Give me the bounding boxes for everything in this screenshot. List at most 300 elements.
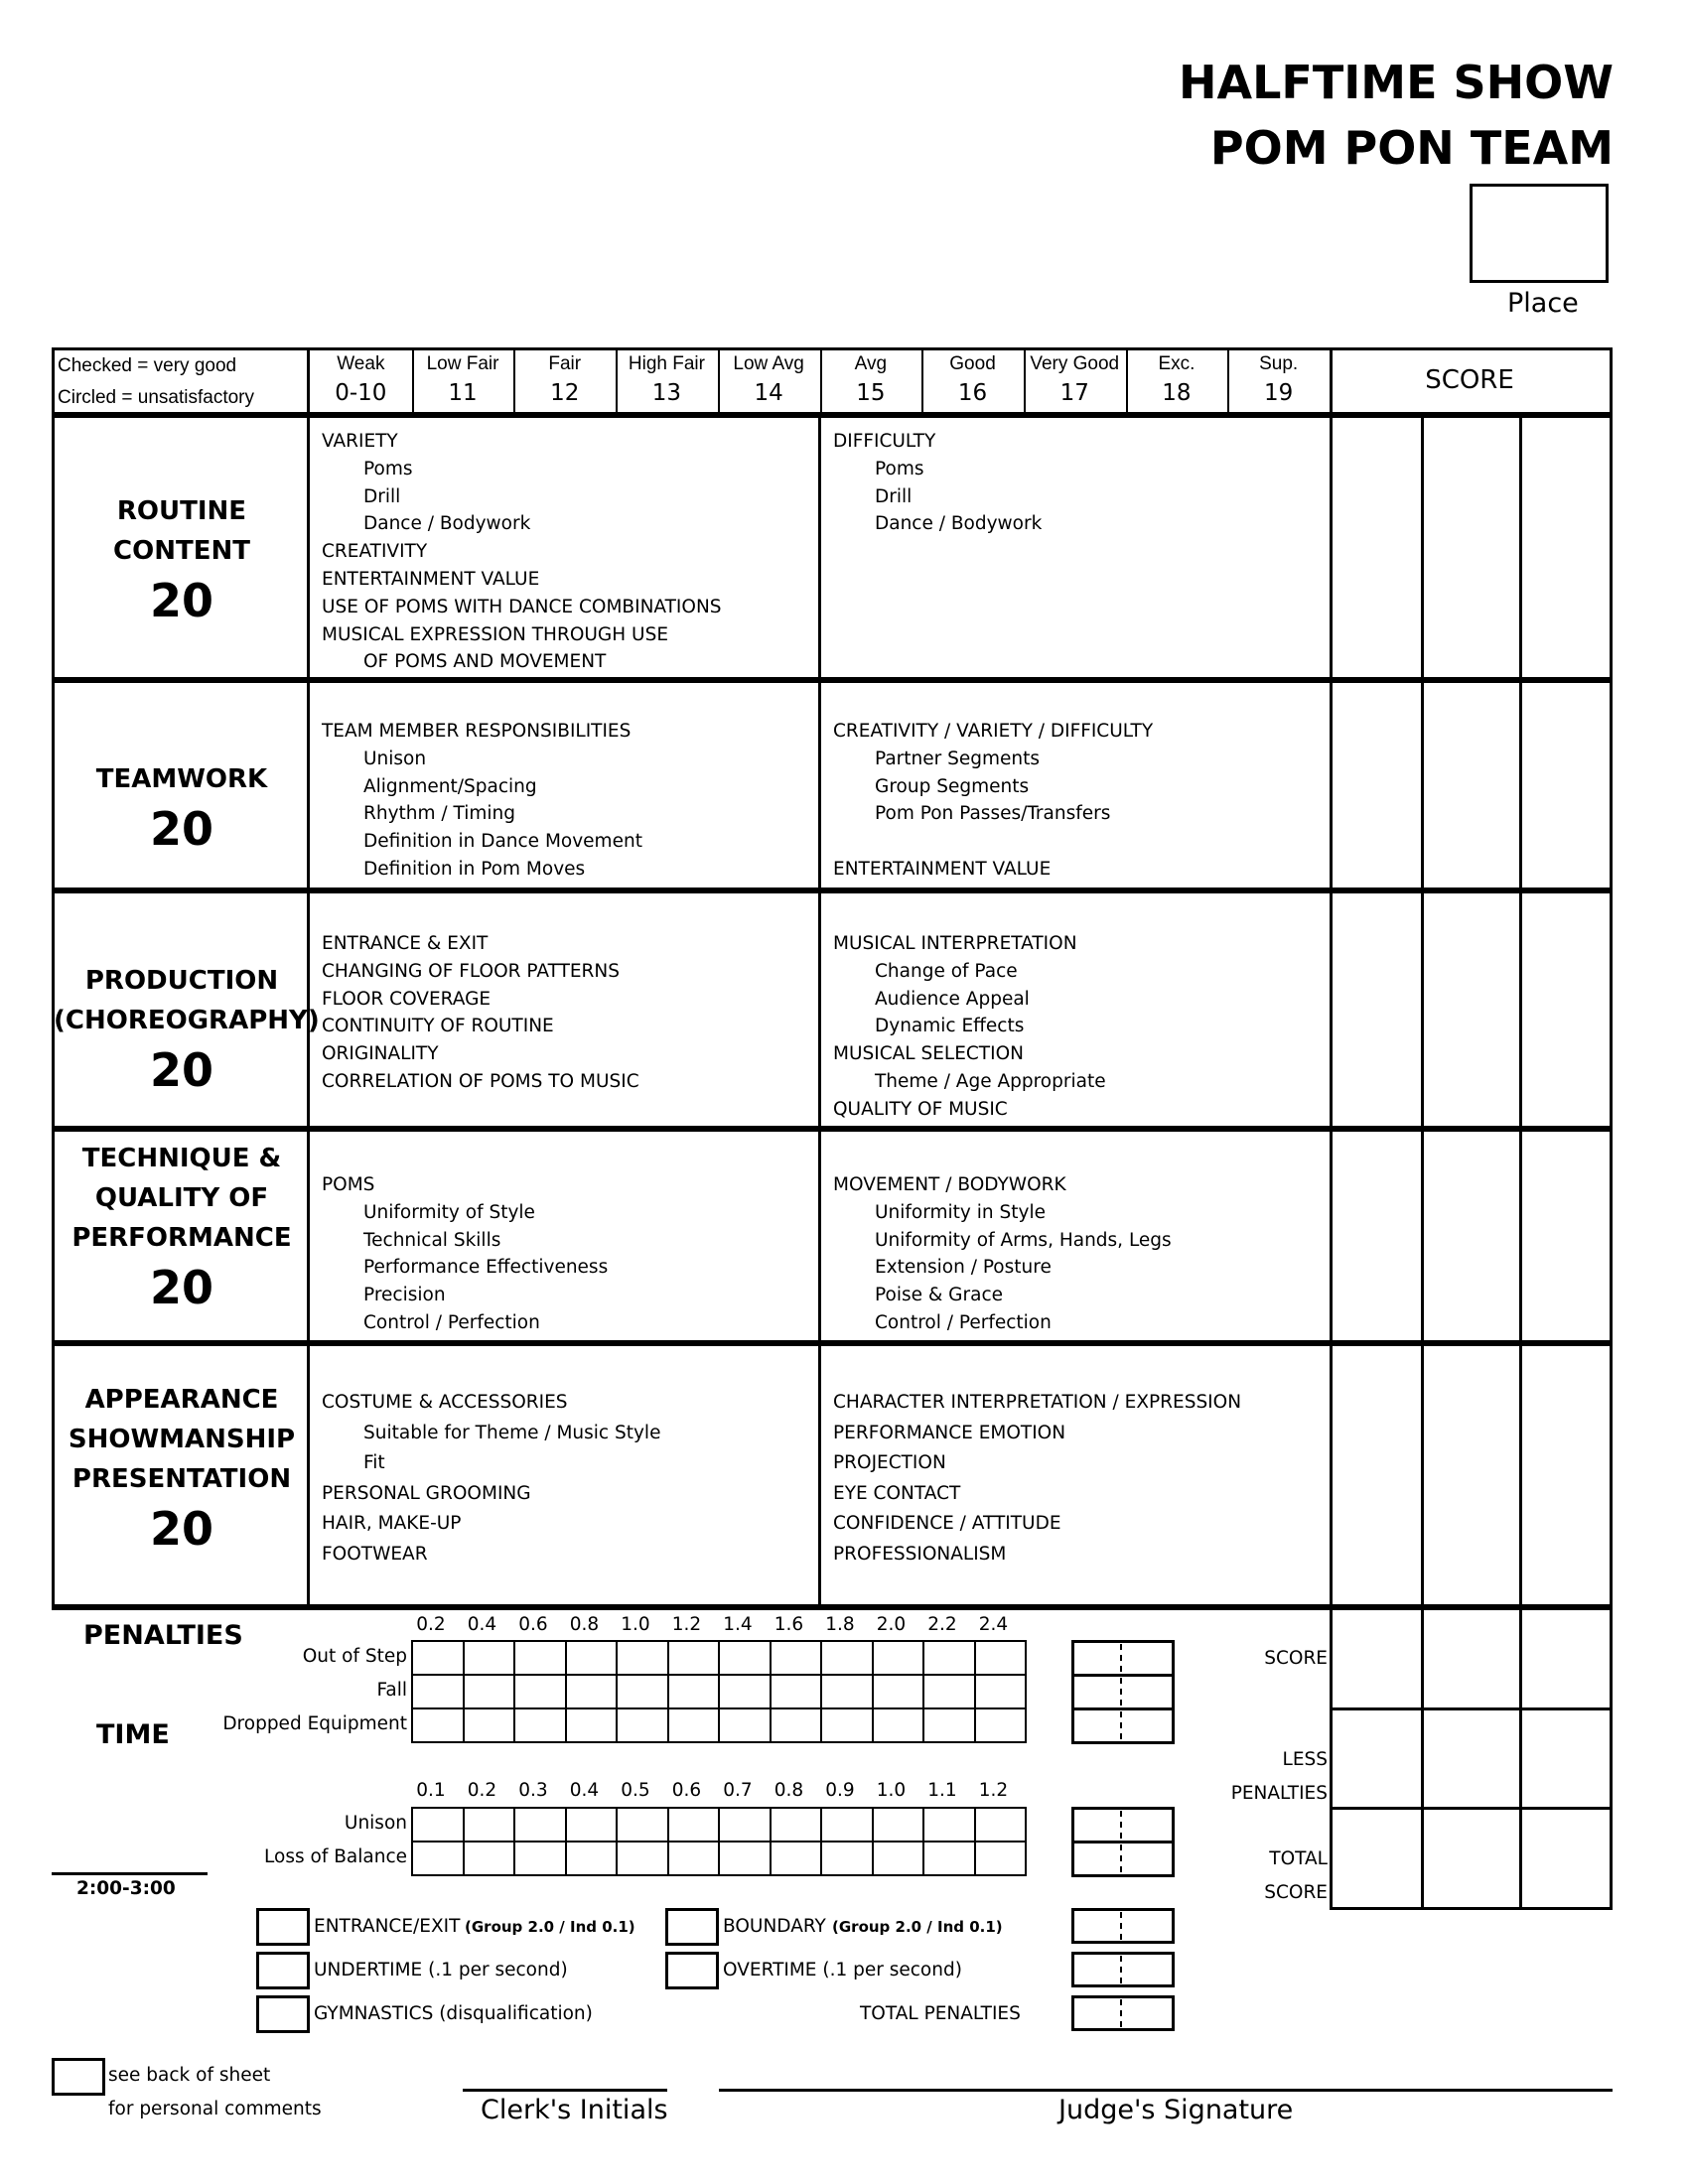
criteria-left-3-2 — [322, 1227, 500, 1255]
category-name-line: TECHNIQUE & — [81, 1144, 282, 1173]
criteria-text: CONTINUITY OF ROUTINE — [322, 1016, 554, 1037]
overtime-checkbox[interactable] — [665, 1952, 719, 1989]
pen-b-total-dash-0 — [1120, 1811, 1122, 1839]
pen-a-cell-1-10[interactable] — [922, 1674, 976, 1709]
scale-divider — [921, 349, 923, 413]
scale-cell-0 — [310, 351, 412, 415]
category-1 — [54, 759, 310, 859]
scale-value: 18 — [1162, 380, 1192, 406]
pen-a-row-label-2: Dropped Equipment — [222, 1713, 407, 1734]
criteria-right-2-5 — [833, 1068, 1106, 1096]
clerk-initials-label: Clerk's Initials — [481, 2095, 668, 2125]
scale-value: 0-10 — [335, 380, 387, 406]
undertime-checkbox[interactable] — [256, 1952, 310, 1989]
pen-a-cell-0-0[interactable] — [411, 1640, 465, 1676]
pen-a-total-box-2[interactable] — [1071, 1707, 1175, 1744]
scale-cell-3 — [616, 351, 718, 415]
criteria-right-1-5 — [833, 856, 1051, 884]
category-name-line: (CHOREOGRAPHY) — [54, 1006, 320, 1035]
criteria-right-4-1 — [833, 1419, 1065, 1449]
category-2 — [54, 961, 320, 1100]
category-name-line: PRODUCTION — [84, 966, 279, 996]
pen-a-cell-2-1[interactable] — [463, 1707, 516, 1743]
pen-a-tick-8: 1.8 — [825, 1614, 855, 1635]
criteria-left-0-1 — [322, 456, 412, 483]
criteria-text: OF POMS AND MOVEMENT — [363, 651, 607, 673]
scale-value: 17 — [1059, 380, 1089, 406]
scale-label: Avg — [854, 353, 888, 374]
criteria-text: Group Segments — [875, 775, 1030, 797]
pen-a-cell-1-4[interactable] — [616, 1674, 669, 1709]
pen-a-cell-0-6[interactable] — [718, 1640, 772, 1676]
criteria-right-4-2 — [833, 1448, 946, 1479]
pen-a-cell-2-8[interactable] — [820, 1707, 874, 1743]
pen-b-cell-1-4[interactable] — [616, 1841, 669, 1876]
criteria-left-2-1 — [322, 958, 620, 986]
pen-a-cell-1-3[interactable] — [565, 1674, 619, 1709]
pen-b-tick-8: 0.9 — [825, 1780, 855, 1801]
pen-a-cell-2-0[interactable] — [411, 1707, 465, 1743]
criteria-left-4-2 — [322, 1448, 385, 1479]
deduction-dash-1 — [1120, 1956, 1122, 1983]
criteria-text: Audience Appeal — [875, 988, 1030, 1010]
category-3 — [54, 1139, 310, 1317]
scale-value: 15 — [856, 380, 886, 406]
pen-b-cell-1-11[interactable] — [974, 1841, 1028, 1876]
pen-b-cell-1-0[interactable] — [411, 1841, 465, 1876]
scale-value: 16 — [957, 380, 988, 406]
pen-a-cell-1-1[interactable] — [463, 1674, 516, 1709]
undertime-label: UNDERTIME (.1 per second) — [314, 1960, 568, 1980]
pen-a-cell-1-7[interactable] — [770, 1674, 823, 1709]
pen-a-cell-2-10[interactable] — [922, 1707, 976, 1743]
time-title: TIME — [96, 1719, 170, 1750]
criteria-text: Pom Pon Passes/Transfers — [875, 803, 1111, 825]
deduction-box-0[interactable] — [1071, 1908, 1175, 1944]
criteria-left-1-3 — [322, 800, 515, 828]
scale-divider — [616, 349, 618, 413]
criteria-left-1-4 — [322, 828, 642, 856]
scale-divider — [1126, 349, 1128, 413]
criteria-text: Suitable for Theme / Music Style — [363, 1422, 661, 1443]
section-divider-1 — [52, 677, 1613, 683]
criteria-text: Performance Effectiveness — [363, 1257, 609, 1279]
criteria-text: ENTERTAINMENT VALUE — [833, 859, 1052, 880]
criteria-right-0-2 — [833, 483, 912, 511]
scale-cell-8 — [1126, 351, 1228, 415]
criteria-left-4-5 — [322, 1540, 428, 1570]
place-label: Place — [1507, 288, 1579, 319]
criteria-left-3-4 — [322, 1282, 446, 1309]
gymnastics-label: GYMNASTICS (disqualification) — [314, 2003, 593, 2024]
scale-divider — [412, 349, 414, 413]
deduction-box-1[interactable] — [1071, 1952, 1175, 1987]
criteria-right-2-3 — [833, 1013, 1024, 1040]
criteria-text: COSTUME & ACCESSORIES — [322, 1392, 568, 1413]
criteria-left-2-4 — [322, 1040, 439, 1068]
pen-a-tick-0: 0.2 — [416, 1614, 446, 1635]
scale-cell-9 — [1227, 351, 1330, 415]
category-name-line: SHOWMANSHIP — [68, 1425, 296, 1454]
penalties-label: PENALTIES — [1230, 1783, 1328, 1804]
scale-divider — [1227, 349, 1229, 413]
judge-signature-label: Judge's Signature — [1058, 2095, 1294, 2125]
criteria-text: Definition in Dance Movement — [363, 831, 642, 853]
pen-a-tick-4: 1.0 — [621, 1614, 650, 1635]
overtime-label: OVERTIME (.1 per second) — [723, 1960, 962, 1980]
scale-value: 14 — [754, 380, 783, 406]
pen-a-tick-10: 2.2 — [927, 1614, 957, 1635]
deduction-dash-2 — [1120, 1999, 1122, 2027]
pen-a-total-box-1[interactable] — [1071, 1674, 1175, 1710]
scale-divider — [820, 349, 822, 413]
pen-a-total-dash-2 — [1120, 1711, 1122, 1739]
criteria-text: Dance / Bodywork — [875, 513, 1043, 535]
criteria-text: PERFORMANCE EMOTION — [833, 1422, 1066, 1443]
middle-divider — [818, 415, 821, 1610]
criteria-right-1-1 — [833, 746, 1040, 773]
criteria-text: Technical Skills — [363, 1229, 501, 1251]
criteria-right-2-4 — [833, 1040, 1024, 1068]
score-col-line-2 — [1519, 415, 1522, 1910]
criteria-left-3-1 — [322, 1199, 535, 1227]
pen-b-cell-0-9[interactable] — [872, 1807, 925, 1843]
scale-cell-7 — [1024, 351, 1126, 415]
criteria-text: Uniformity in Style — [875, 1201, 1046, 1223]
scale-label: Good — [949, 353, 996, 374]
pen-a-cell-1-9[interactable] — [872, 1674, 925, 1709]
criteria-text: CONFIDENCE / ATTITUDE — [833, 1513, 1061, 1535]
criteria-left-2-0 — [322, 930, 488, 958]
category-points: 20 — [149, 1261, 213, 1314]
criteria-left-1-0 — [322, 718, 631, 746]
criteria-text: Control / Perfection — [363, 1312, 540, 1333]
scale-cell-4 — [718, 351, 820, 415]
scale-label: Exc. — [1158, 353, 1196, 374]
criteria-text: FLOOR COVERAGE — [322, 988, 492, 1010]
time-range: 2:00-3:00 — [76, 1878, 176, 1899]
pen-a-cell-2-5[interactable] — [667, 1707, 721, 1743]
pen-b-cell-0-3[interactable] — [565, 1807, 619, 1843]
pen-a-tick-9: 2.0 — [876, 1614, 907, 1635]
penalties-top-line — [52, 1604, 1613, 1610]
score-block-left — [1330, 1608, 1333, 1910]
pen-b-total-dash-1 — [1120, 1844, 1122, 1872]
category-points: 20 — [149, 802, 213, 856]
pen-b-row-label-1: Loss of Balance — [264, 1846, 407, 1867]
pen-b-row-label-0: Unison — [344, 1813, 407, 1834]
criteria-left-4-0 — [322, 1388, 568, 1419]
criteria-text: Fit — [363, 1452, 385, 1474]
criteria-right-3-5 — [833, 1309, 1052, 1337]
pen-a-cell-0-7[interactable] — [770, 1640, 823, 1676]
criteria-right-2-0 — [833, 930, 1077, 958]
total-label: TOTAL — [1269, 1848, 1328, 1869]
scale-label: Fair — [548, 353, 582, 374]
pen-a-tick-2: 0.6 — [518, 1614, 548, 1635]
pen-b-cell-0-2[interactable] — [513, 1807, 567, 1843]
criteria-text: Alignment/Spacing — [363, 775, 537, 797]
criteria-text: MOVEMENT / BODYWORK — [833, 1174, 1066, 1195]
criteria-text: PROJECTION — [833, 1452, 946, 1474]
category-name-line: TEAMWORK — [95, 764, 268, 794]
criteria-right-0-3 — [833, 510, 1042, 538]
scale-label: High Fair — [628, 353, 705, 374]
category-points: 20 — [149, 574, 213, 627]
pen-b-cell-1-7[interactable] — [770, 1841, 823, 1876]
criteria-right-3-0 — [833, 1171, 1066, 1199]
scale-label: Weak — [337, 353, 385, 374]
criteria-left-4-3 — [322, 1479, 531, 1510]
criteria-left-2-5 — [322, 1068, 639, 1096]
boundary-checkbox[interactable] — [665, 1908, 719, 1946]
pen-a-cell-0-9[interactable] — [872, 1640, 925, 1676]
criteria-left-3-5 — [322, 1309, 540, 1337]
pen-a-tick-11: 2.4 — [978, 1614, 1009, 1635]
place-box[interactable] — [1470, 184, 1609, 283]
criteria-text: FOOTWEAR — [322, 1544, 428, 1565]
pen-b-cell-0-7[interactable] — [770, 1807, 823, 1843]
scale-cell-1 — [412, 351, 514, 415]
criteria-right-3-3 — [833, 1254, 1052, 1282]
criteria-right-2-2 — [833, 986, 1030, 1014]
pen-a-tick-5: 1.2 — [671, 1614, 702, 1635]
scale-cell-6 — [921, 351, 1024, 415]
score-header: SCORE — [1425, 365, 1514, 395]
pen-b-cell-0-5[interactable] — [667, 1807, 721, 1843]
pen-b-cell-1-1[interactable] — [463, 1841, 516, 1876]
criteria-left-0-0 — [322, 428, 398, 456]
entrance-exit-note: (Group 2.0 / Ind 0.1) — [465, 1918, 635, 1936]
criteria-left-0-6 — [322, 594, 722, 621]
criteria-left-1-1 — [322, 746, 426, 773]
clerk-initials-line[interactable] — [463, 2089, 667, 2092]
scale-value: 12 — [550, 380, 580, 406]
pen-b-tick-10: 1.1 — [927, 1780, 957, 1801]
pen-b-cell-1-3[interactable] — [565, 1841, 619, 1876]
legend-checked: Checked = very good — [58, 355, 237, 376]
criteria-right-3-4 — [833, 1282, 1003, 1309]
criteria-left-1-5 — [322, 856, 585, 884]
criteria-text: Poise & Grace — [875, 1285, 1003, 1306]
pen-b-cell-0-6[interactable] — [718, 1807, 772, 1843]
pen-a-cell-0-8[interactable] — [820, 1640, 874, 1676]
score-block-line-1 — [1330, 1707, 1613, 1710]
pen-a-cell-1-11[interactable] — [974, 1674, 1028, 1709]
pen-b-tick-6: 0.7 — [723, 1780, 753, 1801]
category-name-line: QUALITY OF — [94, 1183, 269, 1213]
criteria-text: Dynamic Effects — [875, 1016, 1025, 1037]
pen-b-tick-4: 0.5 — [621, 1780, 650, 1801]
scale-divider — [718, 349, 720, 413]
pen-a-cell-0-5[interactable] — [667, 1640, 721, 1676]
criteria-right-4-3 — [833, 1479, 960, 1510]
pen-b-cell-1-6[interactable] — [718, 1841, 772, 1876]
header-top-line — [52, 347, 1613, 350]
pen-b-cell-0-1[interactable] — [463, 1807, 516, 1843]
criteria-left-0-2 — [322, 483, 400, 511]
category-points: 20 — [149, 1043, 213, 1097]
criteria-text: ENTERTAINMENT VALUE — [322, 569, 540, 590]
pen-b-cell-1-5[interactable] — [667, 1841, 721, 1876]
form-title-line1: HALFTIME SHOW — [1178, 56, 1614, 109]
pen-a-cell-2-7[interactable] — [770, 1707, 823, 1743]
scale-value: 13 — [651, 380, 682, 406]
pen-a-total-box-0[interactable] — [1071, 1640, 1175, 1677]
criteria-text: MUSICAL INTERPRETATION — [833, 933, 1077, 954]
criteria-text: Uniformity of Arms, Hands, Legs — [875, 1229, 1172, 1251]
pen-b-tick-0: 0.1 — [416, 1780, 446, 1801]
pen-a-cell-2-2[interactable] — [513, 1707, 567, 1743]
boundary-note: (Group 2.0 / Ind 0.1) — [832, 1918, 1003, 1936]
score-block-line-2 — [1330, 1807, 1613, 1810]
score-col-line-1 — [1421, 415, 1424, 1910]
pen-a-cell-2-11[interactable] — [974, 1707, 1028, 1743]
pen-b-cell-0-0[interactable] — [411, 1807, 465, 1843]
pen-b-cell-0-11[interactable] — [974, 1807, 1028, 1843]
criteria-text: ORIGINALITY — [322, 1043, 439, 1065]
comments-checkbox[interactable] — [52, 2058, 105, 2096]
pen-a-cell-0-3[interactable] — [565, 1640, 619, 1676]
pen-a-cell-2-6[interactable] — [718, 1707, 772, 1743]
criteria-right-3-2 — [833, 1227, 1172, 1255]
criteria-text: Precision — [363, 1285, 446, 1306]
scale-divider — [1024, 349, 1026, 413]
pen-a-cell-0-10[interactable] — [922, 1640, 976, 1676]
criteria-text: EYE CONTACT — [833, 1482, 961, 1504]
criteria-left-2-3 — [322, 1013, 554, 1040]
pen-a-tick-6: 1.4 — [723, 1614, 753, 1635]
criteria-text: CREATIVITY — [322, 541, 428, 563]
pen-a-cell-1-5[interactable] — [667, 1674, 721, 1709]
criteria-text: QUALITY OF MUSIC — [833, 1098, 1008, 1120]
pen-a-cell-1-2[interactable] — [513, 1674, 567, 1709]
category-4 — [54, 1380, 310, 1559]
legend-circled: Circled = unsatisfactory — [58, 387, 254, 408]
pen-b-cell-1-2[interactable] — [513, 1841, 567, 1876]
pen-a-row-label-0: Out of Step — [302, 1646, 407, 1667]
criteria-text: VARIETY — [322, 431, 398, 452]
total-penalties-label: TOTAL PENALTIES — [860, 2003, 1021, 2024]
scale-label: Very Good — [1030, 353, 1120, 374]
pen-a-cell-2-4[interactable] — [616, 1707, 669, 1743]
criteria-right-3-1 — [833, 1199, 1046, 1227]
criteria-text: ENTRANCE & EXIT — [322, 933, 489, 954]
category-name-line: APPEARANCE — [84, 1385, 279, 1415]
scale-cell-2 — [513, 351, 616, 415]
criteria-right-1-3 — [833, 800, 1110, 828]
criteria-text: PROFESSIONALISM — [833, 1544, 1007, 1565]
scale-value: 11 — [448, 380, 478, 406]
pen-a-cell-0-4[interactable] — [616, 1640, 669, 1676]
category-name-line: PERFORMANCE — [71, 1223, 292, 1253]
pen-b-cell-0-8[interactable] — [820, 1807, 874, 1843]
scale-value: 19 — [1264, 380, 1294, 406]
pen-a-tick-3: 0.8 — [569, 1614, 600, 1635]
pen-b-cell-0-4[interactable] — [616, 1807, 669, 1843]
criteria-text: CREATIVITY / VARIETY / DIFFICULTY — [833, 721, 1154, 742]
criteria-text: CORRELATION OF POMS TO MUSIC — [322, 1071, 639, 1092]
pen-b-tick-5: 0.6 — [671, 1780, 702, 1801]
less-label: LESS — [1282, 1749, 1328, 1770]
criteria-text: Drill — [875, 485, 913, 507]
pen-a-tick-7: 1.6 — [774, 1614, 804, 1635]
criteria-left-4-4 — [322, 1509, 461, 1540]
pen-b-total-box-0[interactable] — [1071, 1807, 1175, 1843]
judge-signature-line[interactable] — [719, 2089, 1613, 2092]
criteria-left-0-5 — [322, 566, 539, 594]
section-divider-3 — [52, 1126, 1613, 1132]
criteria-text: Dance / Bodywork — [363, 513, 531, 535]
pen-b-tick-11: 1.2 — [978, 1780, 1009, 1801]
entrance-exit-checkbox[interactable] — [256, 1908, 310, 1946]
pen-a-cell-1-6[interactable] — [718, 1674, 772, 1709]
entrance-exit-label: ENTRANCE/EXIT — [314, 1916, 461, 1937]
section-divider-2 — [52, 887, 1613, 893]
pen-b-tick-3: 0.4 — [569, 1780, 600, 1801]
criteria-left-4-1 — [322, 1419, 660, 1449]
criteria-text: Definition in Pom Moves — [363, 859, 586, 880]
criteria-right-1-0 — [833, 718, 1153, 746]
criteria-text: Theme / Age Appropriate — [875, 1071, 1106, 1092]
gymnastics-checkbox[interactable] — [256, 1995, 310, 2033]
criteria-text: Uniformity of Style — [363, 1201, 535, 1223]
pen-b-total-box-1[interactable] — [1071, 1841, 1175, 1877]
category-name-line: ROUTINE CONTENT — [113, 496, 250, 566]
pen-b-cell-1-9[interactable] — [872, 1841, 925, 1876]
pen-b-cell-0-10[interactable] — [922, 1807, 976, 1843]
score-column-divider — [1330, 347, 1333, 1610]
score-block-bottom — [1330, 1907, 1613, 1910]
scale-label: Sup. — [1259, 353, 1299, 374]
criteria-left-0-4 — [322, 538, 427, 566]
category-points: 20 — [149, 1502, 213, 1556]
pen-a-cell-1-8[interactable] — [820, 1674, 874, 1709]
pen-b-cell-1-8[interactable] — [820, 1841, 874, 1876]
criteria-right-1-2 — [833, 773, 1029, 801]
pen-b-cell-1-10[interactable] — [922, 1841, 976, 1876]
criteria-right-4-4 — [833, 1509, 1061, 1540]
pen-a-cell-0-11[interactable] — [974, 1640, 1028, 1676]
scale-label: Low Avg — [733, 353, 804, 374]
deduction-box-2[interactable] — [1071, 1995, 1175, 2031]
criteria-left-3-3 — [322, 1254, 608, 1282]
pen-a-cell-2-9[interactable] — [872, 1707, 925, 1743]
boundary-label: BOUNDARY — [723, 1916, 826, 1937]
criteria-right-4-5 — [833, 1540, 1006, 1570]
pen-a-total-dash-0 — [1120, 1644, 1122, 1672]
criteria-right-2-1 — [833, 958, 1018, 986]
category-0 — [54, 491, 310, 630]
scale-divider — [513, 349, 515, 413]
criteria-left-0-7 — [322, 621, 668, 649]
criteria-text: USE OF POMS WITH DANCE COMBINATIONS — [322, 596, 722, 617]
pen-a-cell-0-2[interactable] — [513, 1640, 567, 1676]
score-label: SCORE — [1264, 1648, 1328, 1669]
criteria-left-3-0 — [322, 1171, 374, 1199]
pen-a-cell-1-0[interactable] — [411, 1674, 465, 1709]
criteria-text: Drill — [363, 485, 401, 507]
criteria-text: MUSICAL EXPRESSION THROUGH USE — [322, 623, 669, 645]
criteria-text: Change of Pace — [875, 960, 1018, 982]
criteria-text: Unison — [363, 748, 427, 769]
pen-a-cell-0-1[interactable] — [463, 1640, 516, 1676]
pen-a-cell-2-3[interactable] — [565, 1707, 619, 1743]
criteria-text: CHANGING OF FLOOR PATTERNS — [322, 960, 620, 982]
criteria-text: CHARACTER INTERPRETATION / EXPRESSION — [833, 1392, 1242, 1413]
criteria-text: Poms — [363, 458, 413, 479]
criteria-text: PERSONAL GROOMING — [322, 1482, 531, 1504]
